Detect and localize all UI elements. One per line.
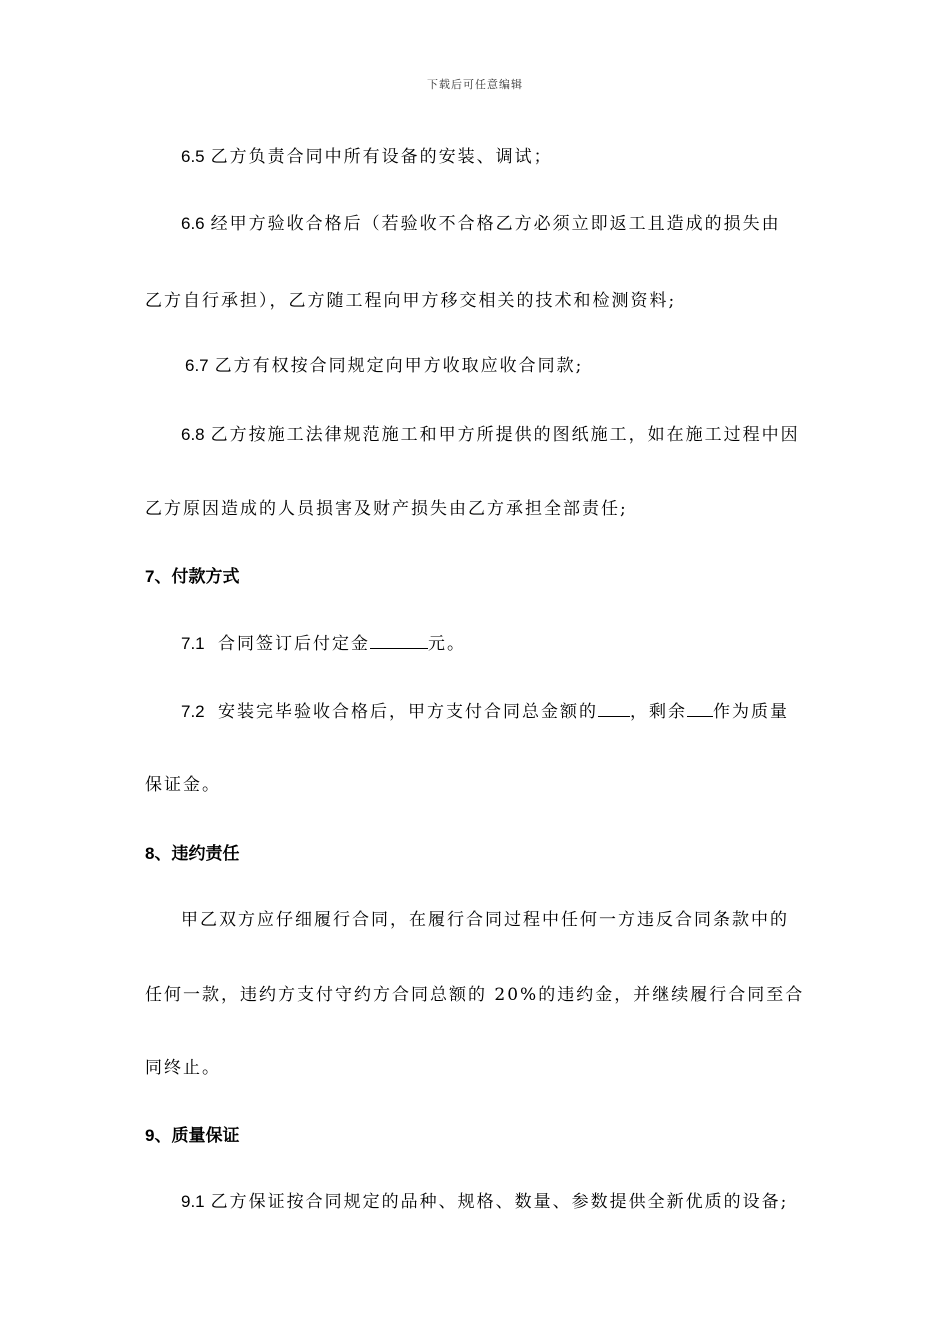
clause-number: 6.6 [181,214,205,233]
section-heading-8: 8、违约责任 [145,844,240,863]
section-8-paragraph-line-3 [145,1057,810,1079]
clause-6-7 [185,355,810,377]
section-8-paragraph [181,909,810,931]
clause-6-5 [181,146,810,168]
clause-text: 安装完毕验收合格后，甲方支付合同总金额的 [218,702,599,722]
clause-text: 经甲方验收合格后（若验收不合格乙方必须立即返工且造成的损失由 [210,214,781,234]
fill-in-blank[interactable] [370,632,428,649]
clause-text: 乙方保证按合同规定的品种、规格、数量、参数提供全新优质的设备; [210,1192,789,1212]
clause-text: 作为质量 [713,702,790,722]
section-heading-7: 7、付款方式 [145,567,240,586]
clause-number: 9.1 [181,1192,205,1211]
paragraph-text: 甲乙双方应仔细履行合同，在履行合同过程中任何一方违反合同条款中的 [181,910,789,930]
clause-text: 乙方按施工法律规范施工和甲方所提供的图纸施工，如在施工过程中因 [210,425,800,445]
clause-number: 6.5 [181,147,205,166]
clause-text: 乙方原因造成的人员损害及财产损失由乙方承担全部责任; [145,499,628,519]
section-heading-9: 9、质量保证 [145,1126,240,1145]
clause-number: 6.8 [181,425,205,444]
clause-text: 元。 [428,634,467,654]
clause-7-2-continued [145,774,810,796]
clause-9-1 [181,1191,810,1213]
clause-text: 乙方负责合同中所有设备的安装、调试； [210,147,553,167]
clause-number: 7.2 [181,702,205,721]
fill-in-blank[interactable] [687,700,713,717]
clause-text: 乙方有权按合同规定向甲方收取应收合同款; [214,356,584,376]
clause-text: 合同签订后付定金 [218,634,371,654]
fill-in-blank[interactable] [598,700,630,717]
section-8-paragraph-line-2 [145,984,810,1006]
clause-6-6 [181,213,810,235]
clause-text: 乙方自行承担），乙方随工程向甲方移交相关的技术和检测资料; [145,291,677,311]
clause-6-6-continued [145,290,810,312]
clause-number: 7.1 [181,634,205,653]
clause-7-2 [181,700,810,723]
clause-text: ，剩余 [630,702,688,722]
page-header: 下载后可任意编辑 [427,78,523,91]
clause-number: 6.7 [185,356,209,375]
clause-text: 保证金。 [145,775,221,795]
clause-6-8-continued [145,498,810,520]
clause-7-1 [181,632,810,655]
paragraph-text: 任何一款，违约方支付守约方合同总额的 20%的违约金，并继续履行合同至合 [145,985,805,1005]
clause-6-8 [181,424,810,446]
paragraph-text: 同终止。 [145,1058,221,1078]
